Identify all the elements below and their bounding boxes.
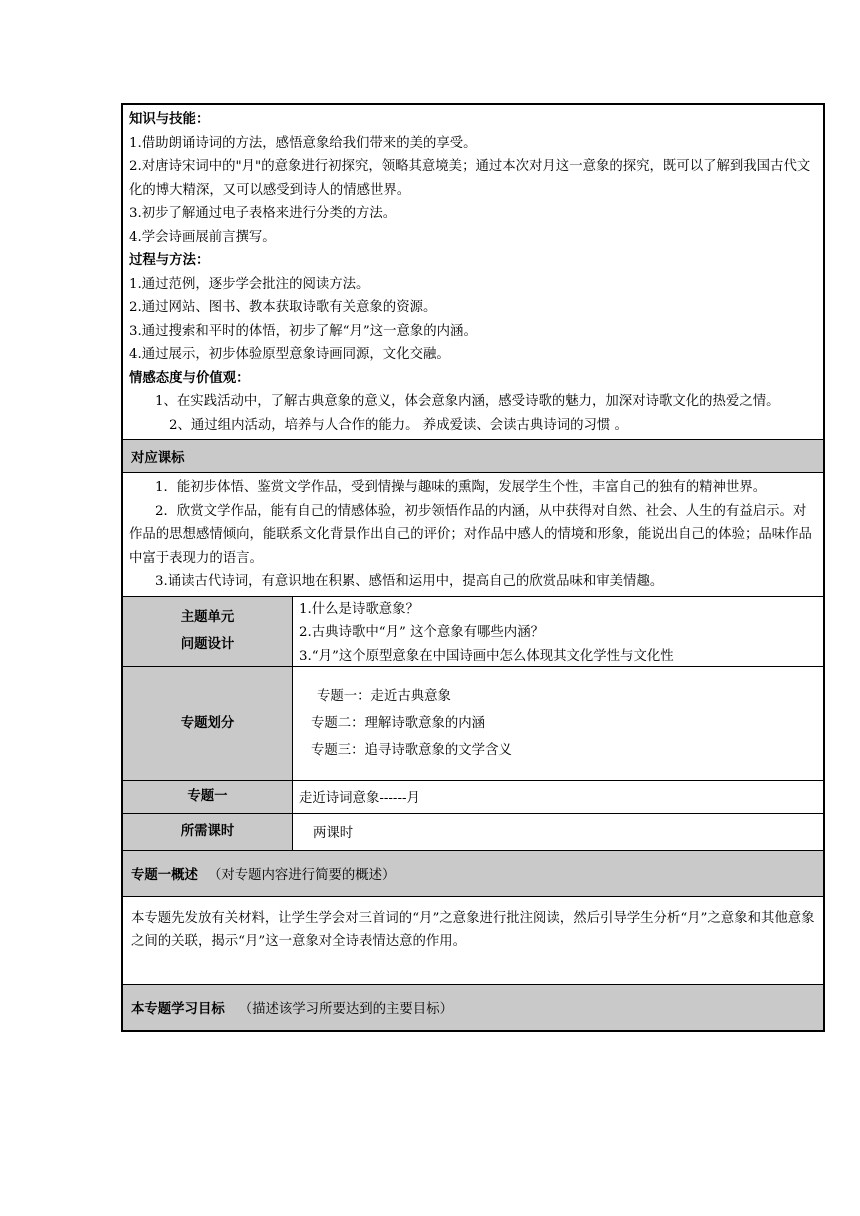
overview-heading: 专题一概述 xyxy=(131,867,198,883)
topic-one-label xyxy=(123,781,293,813)
unit-questions-row xyxy=(121,597,825,667)
standards-heading: 对应课标 xyxy=(121,440,825,473)
process-heading: 过程与方法： xyxy=(129,253,210,268)
topic-one-label-text: 专题一 xyxy=(187,789,228,804)
objectives-heading: 本专题学习目标 xyxy=(131,1001,225,1017)
process-item: 4.通过展示，初步体验原型意象诗画同源，文化交融。 xyxy=(129,347,450,362)
standard-item: 1．能初步体悟、鉴赏文学作品，受到情操与趣味的熏陶，发展学生个性，丰富自己的独有的精神世界。 xyxy=(155,480,767,495)
unit-questions-label-line2: 问题设计 xyxy=(180,637,235,652)
hours-value: 两课时 xyxy=(313,826,354,841)
attitude-item: 1、在实践活动中，了解古典意象的意义，体会意象内涵，感受诗歌的魅力，加深对诗歌文化的热爱之情。 xyxy=(155,394,780,409)
standard-item: 3.诵读古代诗词，有意识地在积累、感悟和运用中，提高自己的欣赏品味和审美情趣。 xyxy=(155,574,664,589)
attitude-item: 2、通过组内活动，培养与人合作的能力。 养成爱读、会读古典诗词的习惯 。 xyxy=(169,417,628,433)
objectives-note: （描述该学习所要达到的主要目标） xyxy=(238,1001,453,1017)
standard-item: 2．欣赏文学作品，能有自己的情感体验，初步领悟作品的内涵，从中获得对自然、社会、人生的有益启示。对作品的思想感情倾向，能联系文化背景作出自己的评价；对作品中感人的情境和形象，能说出自己的体验；品味作品中富于表现力的语言。 xyxy=(129,503,812,566)
skill-heading: 知识与技能： xyxy=(129,112,210,127)
goals-section xyxy=(121,103,825,440)
skill-item: 1.借助朗诵诗词的方法，感悟意象给我们带来的美的享受。 xyxy=(129,135,477,151)
topic-item: 专题一：走近古典意象 xyxy=(317,688,451,704)
unit-questions-list xyxy=(293,597,823,666)
topic-division-row xyxy=(121,667,825,781)
standards-section xyxy=(121,473,825,597)
skill-item: 3.初步了解通过电子表格来进行分类的方法。 xyxy=(129,206,397,221)
question-item: 1.什么是诗歌意象？ xyxy=(299,601,419,617)
topic-division-label-text: 专题划分 xyxy=(180,715,235,731)
attitude-heading: 情感态度与价值观： xyxy=(129,370,250,386)
skill-item: 2.对唐诗宋词中的"月"的意象进行初探究，领略其意境美；通过本次对月这一意象的探究，既可以了解到我国古代文化的博大精深，又可以感受到诗人的情感世界。 xyxy=(129,159,811,198)
overview-body xyxy=(121,897,825,985)
hours-label xyxy=(123,814,293,850)
process-item: 2.通过网站、图书、教本获取诗歌有关意象的资源。 xyxy=(129,300,437,315)
topic-division-label xyxy=(123,667,293,780)
objectives-heading-row xyxy=(121,985,825,1032)
process-item: 3.通过搜索和平时的体悟，初步了解“月”这一意象的内涵。 xyxy=(129,323,477,339)
hours-label-text: 所需课时 xyxy=(180,824,235,839)
hours-row xyxy=(121,814,825,851)
question-item: 2.古典诗歌中“月” 这个意象有哪些内涵？ xyxy=(299,625,544,640)
topic-item: 专题二：理解诗歌意象的内涵 xyxy=(311,715,486,731)
topic-one-value: 走近诗词意象------月 xyxy=(299,791,420,806)
unit-questions-label xyxy=(123,597,293,666)
overview-text: 本专题先发放有关材料，让学生学会对三首词的“月”之意象进行批注阅读，然后引导学生分析“月”之意象和其他意象之间的关联，揭示“月”这一意象对全诗表情达意的作用。 xyxy=(131,910,815,949)
process-item: 1.通过范例，逐步学会批注的阅读方法。 xyxy=(129,276,370,292)
topic-division-list xyxy=(293,667,823,780)
skill-item: 4.学会诗画展前言撰写。 xyxy=(129,229,276,245)
unit-questions-label-line1: 主题单元 xyxy=(180,610,235,625)
topic-one-row xyxy=(121,781,825,814)
lesson-plan-table xyxy=(121,103,825,1032)
topic-item: 专题三：追寻诗歌意象的文学含义 xyxy=(311,742,512,758)
overview-heading-row xyxy=(121,851,825,897)
overview-note: （对专题内容进行简要的概述） xyxy=(207,867,396,883)
question-item: 3.“月”这个原型意象在中国诗画中怎么体现其文化学性与文化性 xyxy=(299,648,674,664)
